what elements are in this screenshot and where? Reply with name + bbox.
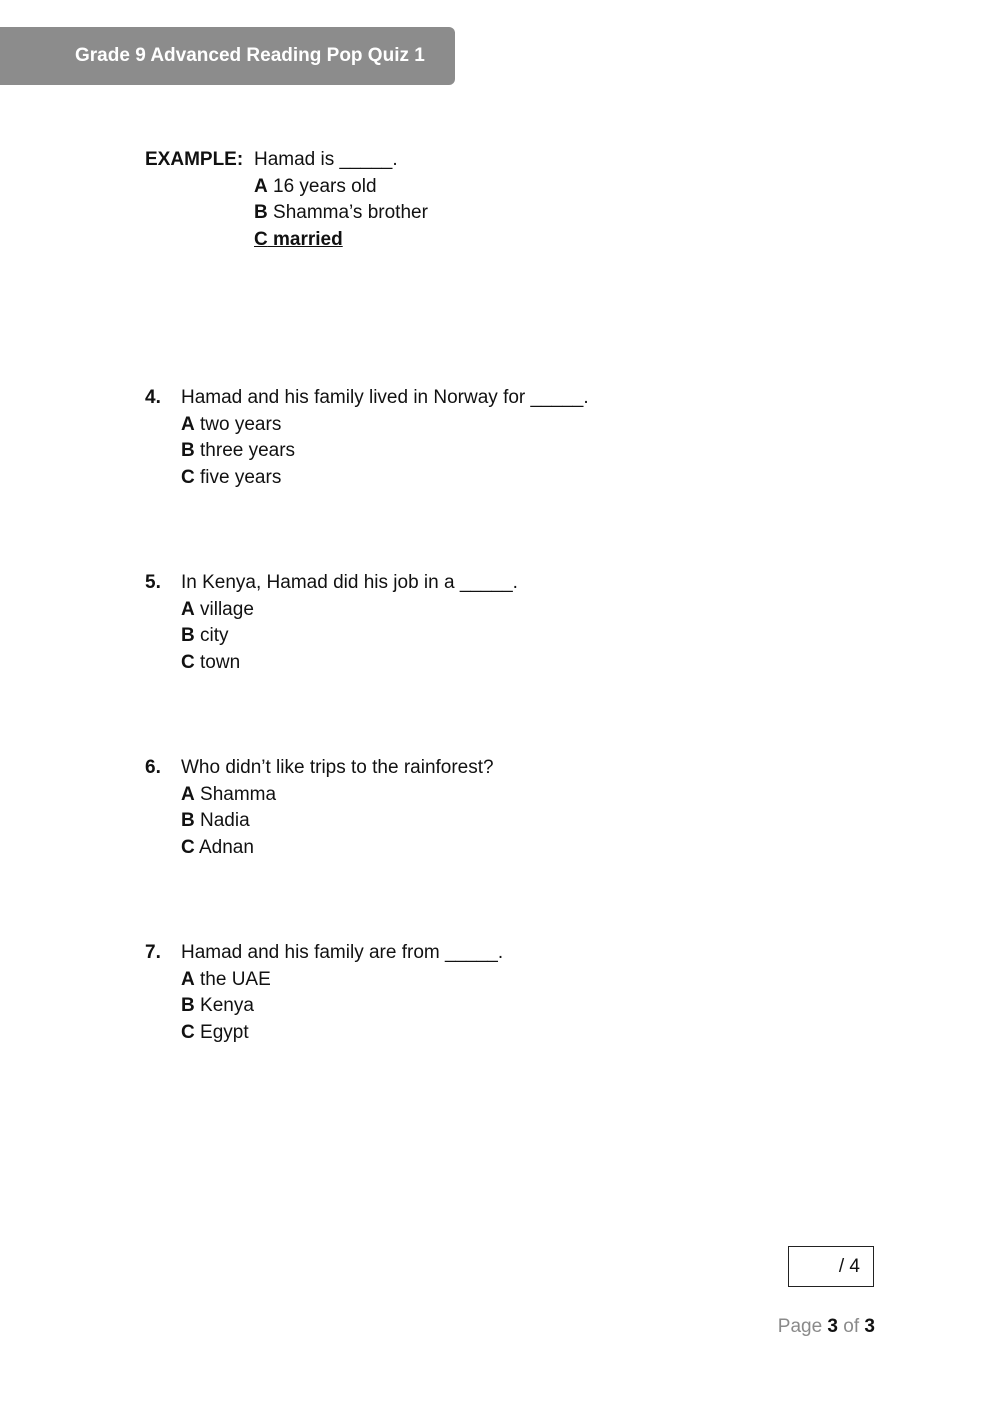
- option-c[interactable]: C Egypt: [181, 1021, 249, 1043]
- question-5: [145, 570, 518, 676]
- option-a[interactable]: A Shamma: [181, 783, 277, 805]
- question-4: [145, 385, 589, 491]
- example-label: EXAMPLE:: [145, 149, 244, 170]
- example-question: Hamad is _____.: [254, 149, 398, 170]
- option-b[interactable]: B city: [181, 625, 229, 646]
- quiz-title: Grade 9 Advanced Reading Pop Quiz 1: [75, 45, 425, 66]
- header-tab: [0, 27, 455, 85]
- question-number: 6.: [145, 757, 161, 778]
- option-c[interactable]: C Adnan: [181, 836, 254, 858]
- example-option-b: B Shamma’s brother: [254, 202, 428, 223]
- option-a[interactable]: A village: [181, 598, 254, 620]
- option-b[interactable]: B three years: [181, 440, 296, 461]
- option-c[interactable]: C town: [181, 651, 241, 673]
- option-b[interactable]: B Kenya: [181, 995, 254, 1016]
- option-a[interactable]: A the UAE: [181, 968, 271, 990]
- score-box: [788, 1246, 874, 1287]
- question-text: In Kenya, Hamad did his job in a _____.: [181, 572, 518, 593]
- question-7: [145, 940, 503, 1046]
- question-number: 4.: [145, 387, 161, 408]
- question-text: Hamad and his family are from _____.: [181, 942, 504, 963]
- question-text: Hamad and his family lived in Norway for _____.: [181, 387, 589, 408]
- example-option-a: A 16 years old: [254, 175, 377, 197]
- score-text: / 4: [838, 1255, 860, 1277]
- example-block: [145, 147, 428, 253]
- option-a[interactable]: A two years: [181, 413, 282, 435]
- question-number: 7.: [145, 942, 161, 963]
- example-option-c-answer: C married: [254, 228, 343, 250]
- question-number: 5.: [145, 572, 161, 593]
- question-6: [145, 755, 494, 861]
- option-b[interactable]: B Nadia: [181, 810, 250, 831]
- question-text: Who didn’t like trips to the rainforest?: [181, 757, 494, 778]
- page-number: Page 3 of 3: [777, 1316, 875, 1337]
- option-c[interactable]: C five years: [181, 466, 282, 488]
